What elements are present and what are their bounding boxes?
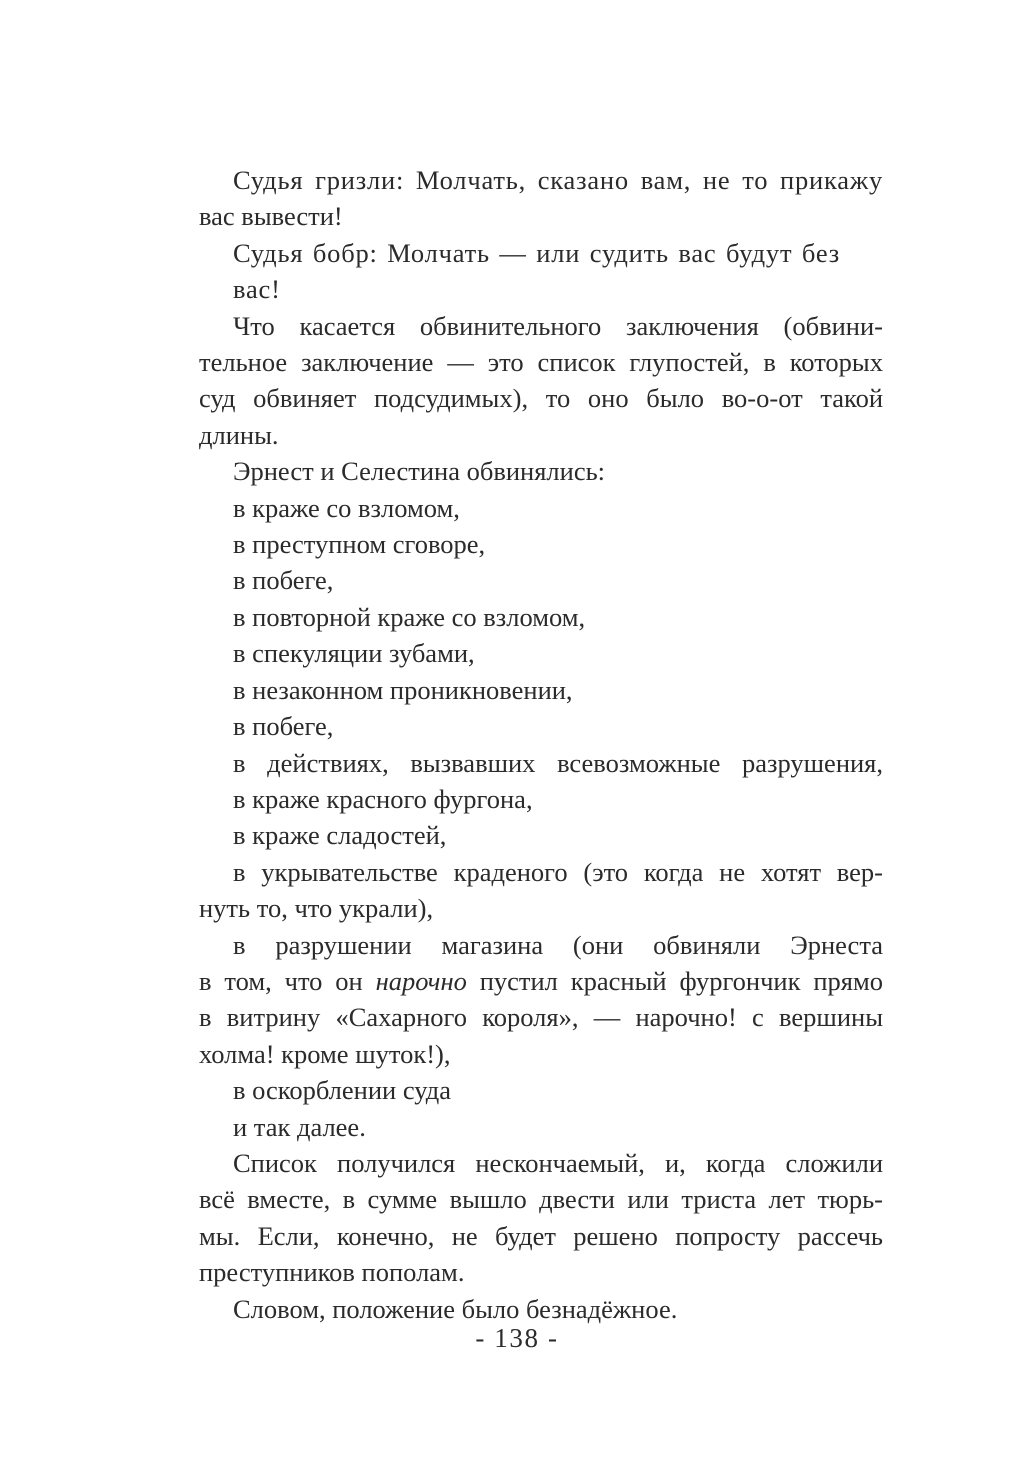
list-item: в преступном сговоре,: [233, 529, 486, 560]
text-line: Эрнест и Селестина обвинялись:: [233, 456, 606, 487]
list-item-continuation: холма! кроме шуток!),: [199, 1038, 451, 1069]
text-fragment: в том, что он: [199, 965, 376, 996]
list-item: в действиях, вызвавших всевозможные разрушения,: [233, 747, 883, 778]
list-item: в краже красного фургона,: [233, 783, 533, 814]
list-item: и так далее.: [233, 1111, 366, 1142]
text-line: суд обвиняет подсудимых), то оно было во-о-от такой: [199, 383, 883, 414]
text-line: Судья бобр: Молчать — или судить вас будут без вас!: [233, 237, 840, 305]
emphasis-text: нарочно: [375, 965, 467, 996]
text-line: всё вместе, в сумме вышло двести или триста лет тюрь-: [199, 1184, 883, 1215]
list-item: в побеге,: [233, 565, 334, 596]
text-line: вас вывести!: [199, 201, 343, 232]
list-item-continuation: [199, 963, 883, 999]
list-item: в укрывательстве краденого (это когда не хотят вер-: [233, 856, 883, 887]
text-fragment: пустил красный фургончик прямо: [466, 965, 883, 996]
list-item: в разрушении магазина (они обвиняли Эрнеста: [233, 929, 883, 960]
text-line: мы. Если, конечно, не будет решено попросту рассечь: [199, 1220, 883, 1251]
text-line: длины.: [199, 419, 279, 450]
text-line: тельное заключение — это список глупостей, в которых: [199, 347, 883, 378]
list-item: в спекуляции зубами,: [233, 638, 475, 669]
list-item: в побеге,: [233, 711, 334, 742]
list-item: в краже со взломом,: [233, 492, 460, 523]
text-line: преступников пополам.: [199, 1257, 465, 1288]
list-item: в незаконном проникновении,: [233, 674, 573, 705]
text-line: Что касается обвинительного заключения (обвини-: [233, 310, 883, 341]
list-item-continuation: в витрину «Сахарного короля», — нарочно! с вершины: [199, 1002, 883, 1033]
page-number: - 138 -: [475, 1323, 559, 1353]
list-item: нуть то, что украли),: [199, 893, 434, 924]
text-line: Словом, положение было безнадёжное.: [233, 1293, 678, 1324]
page-body: [199, 162, 883, 1327]
text-line: Список получился нескончаемый, и, когда сложили: [233, 1147, 883, 1178]
list-item: в краже сладостей,: [233, 820, 447, 851]
list-item: в оскорблении суда: [233, 1075, 452, 1106]
text-line: Судья гризли: Молчать, сказано вам, не то прикажу: [233, 165, 883, 195]
list-item: в повторной краже со взломом,: [233, 601, 586, 632]
